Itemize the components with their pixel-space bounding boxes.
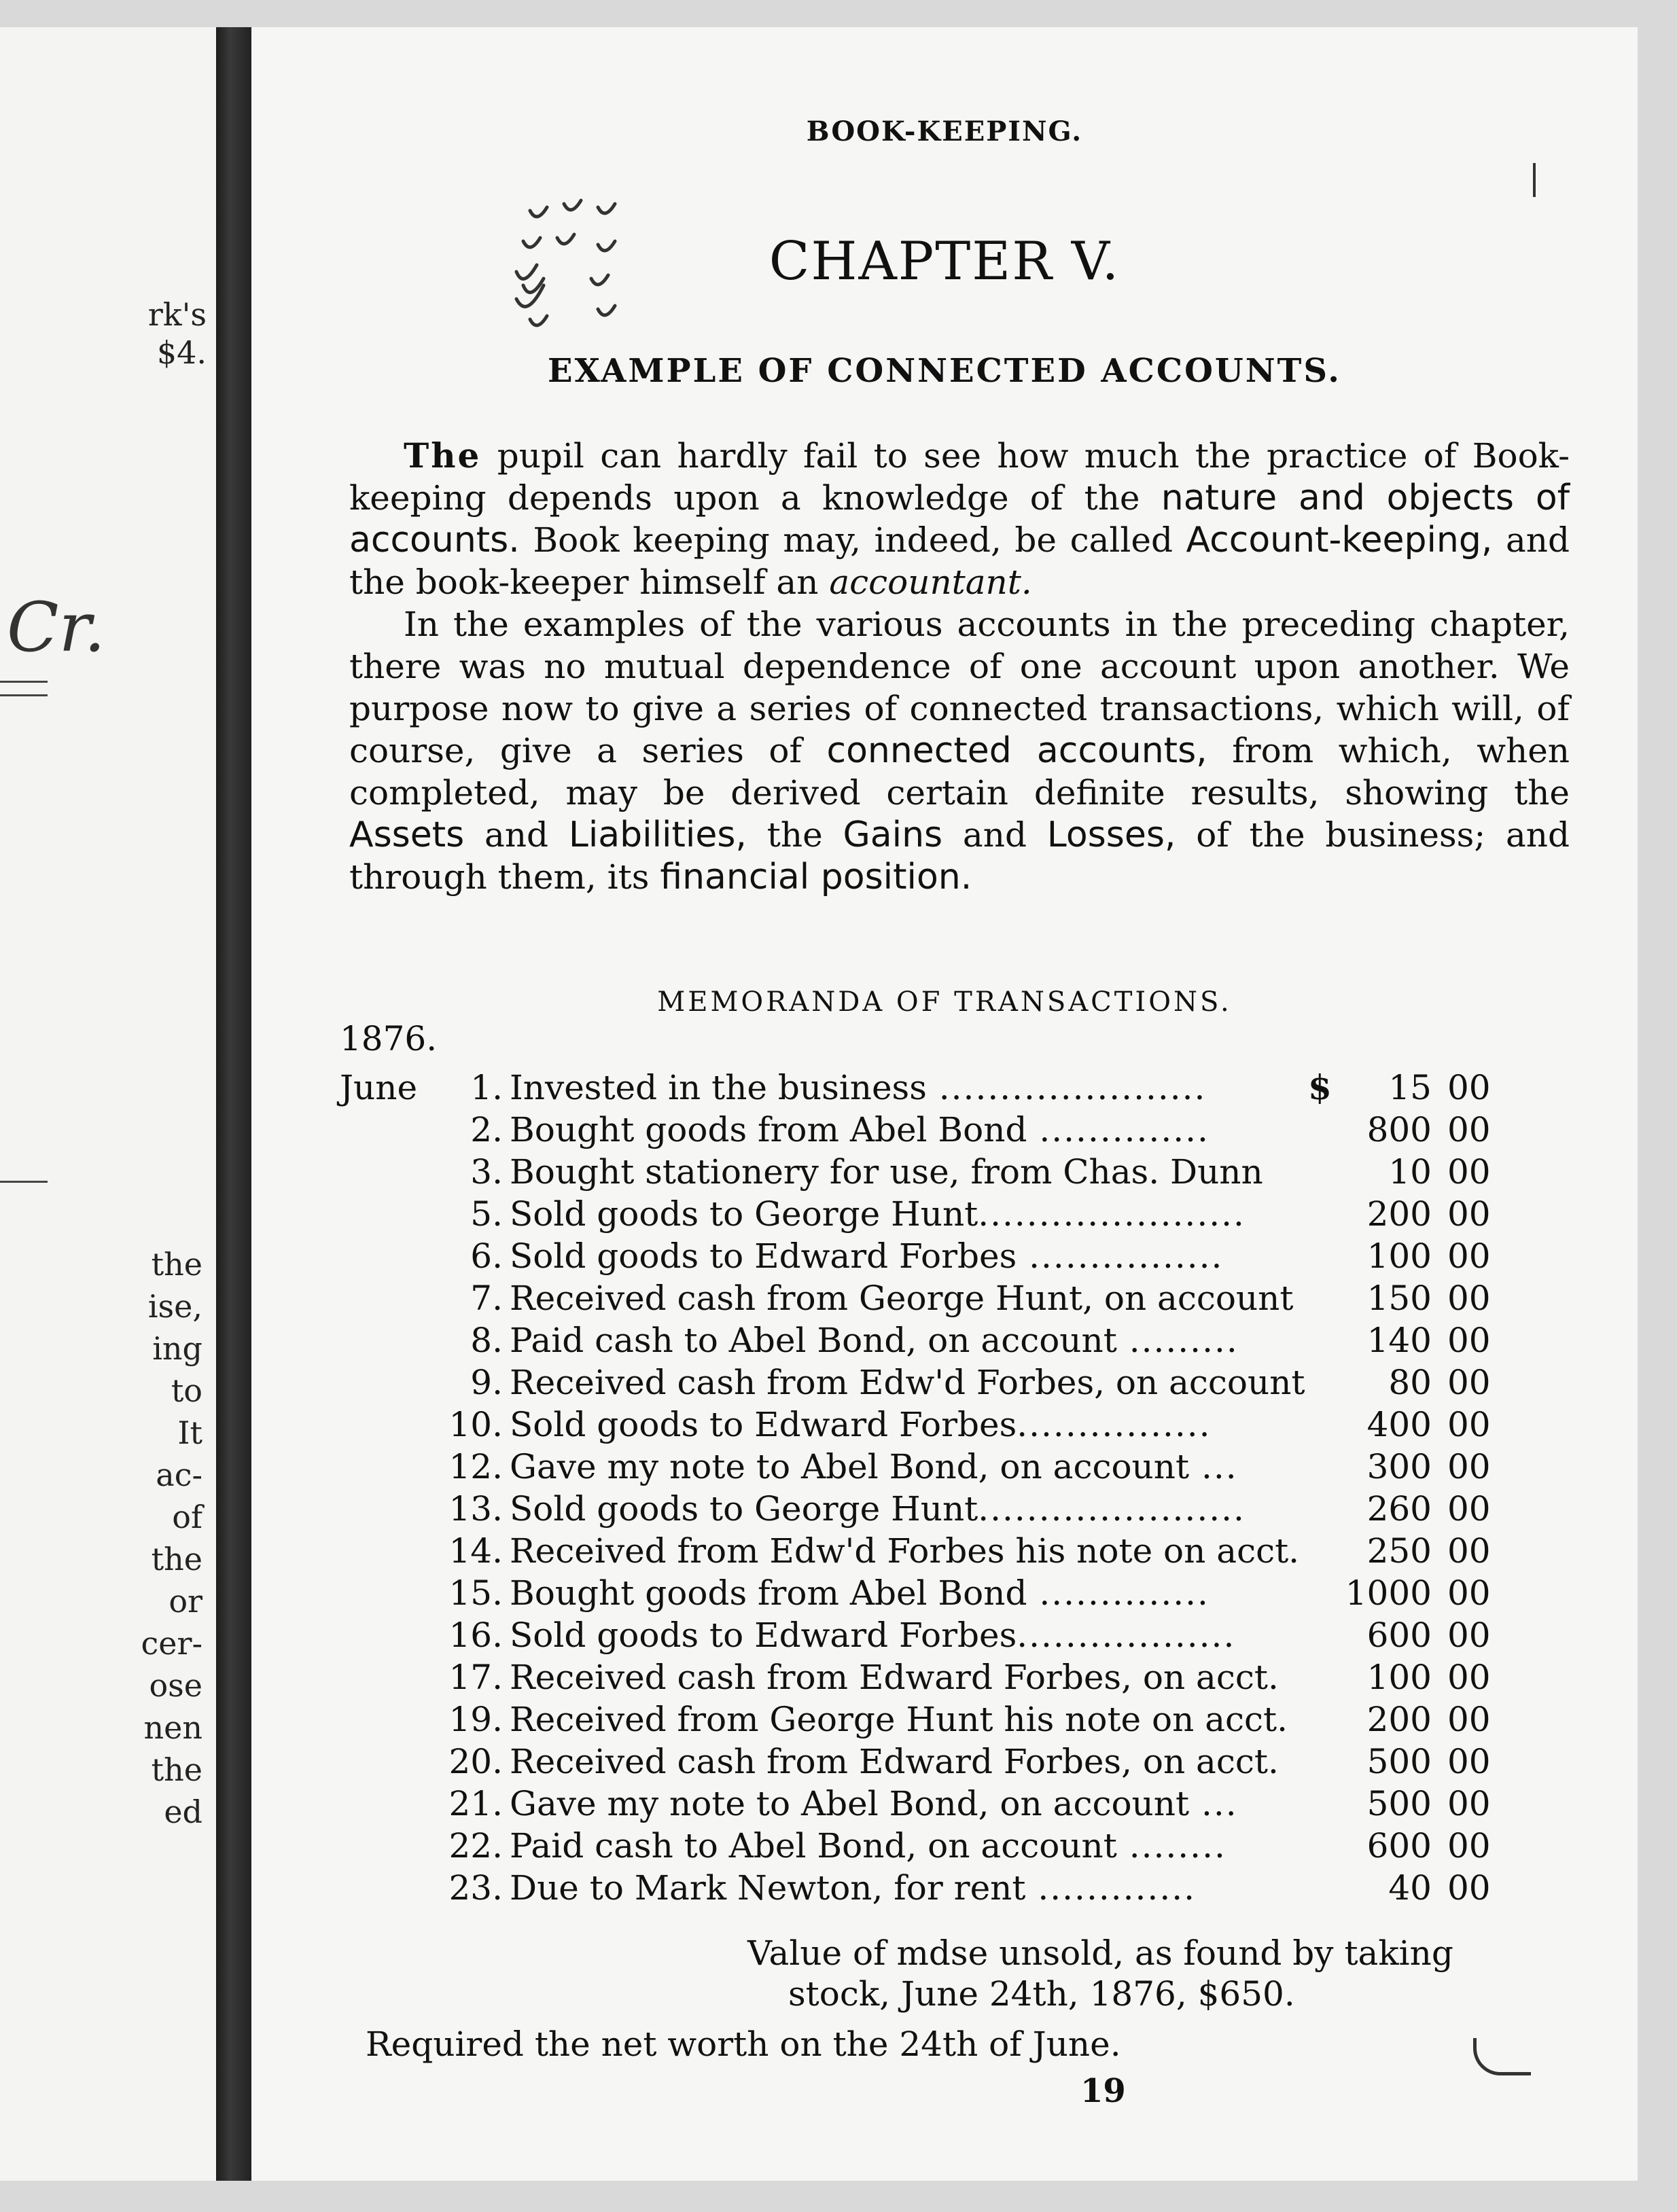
transaction-cents: 00 [1447, 1405, 1491, 1444]
transaction-dollars: 600 [1366, 1616, 1432, 1655]
transaction-cents: 00 [1447, 1826, 1491, 1866]
book-spine [216, 27, 251, 2181]
memoranda-heading: MEMORANDA OF TRANSACTIONS. [657, 986, 1232, 1018]
transaction-description-text: Due to Mark Newton, for rent [510, 1868, 1026, 1908]
leader-dots: ...................... [978, 1489, 1246, 1529]
left-text-fragments [141, 1243, 202, 1833]
transaction-description [510, 1109, 1318, 1151]
transaction-day: 1. [470, 1068, 503, 1107]
transaction-dollars: 40 [1388, 1868, 1432, 1908]
transaction-description-text: Sold goods to George Hunt [510, 1489, 978, 1529]
transaction-cents: 00 [1447, 1700, 1491, 1739]
transaction-description [510, 1361, 1318, 1404]
running-head: BOOK-KEEPING. [806, 115, 1083, 147]
transaction-dollars: 250 [1366, 1531, 1432, 1571]
leader-dots: .................. [1017, 1616, 1236, 1655]
transaction-row [340, 1319, 1677, 1361]
leader-dots: ........ [1116, 1826, 1226, 1866]
transaction-dollars: 100 [1366, 1236, 1432, 1276]
left-divider [0, 1181, 48, 1183]
paragraph-2: In the examples of the various accounts in the preceding chapter, there was no mutual dependence of one account upon another. We purpose now to give a series of connected transactions, which will, of course, give a series of connected accounts, from which, when completed, may be derived certain definite results, showing the Assets and Liabilities, the Gains and Losses, of the business; and through them, its financial position. [349, 605, 1570, 897]
transaction-day: 7. [470, 1279, 503, 1318]
transaction-description-text: Gave my note to Abel Bond, on account [510, 1784, 1190, 1823]
transaction-row [340, 1446, 1677, 1488]
transaction-row [340, 1235, 1677, 1277]
transaction-cents: 00 [1447, 1236, 1491, 1276]
left-fragment-line: ise, [147, 1288, 202, 1325]
transaction-cents: 00 [1447, 1152, 1491, 1192]
transaction-day: 15. [448, 1573, 503, 1613]
transaction-description [510, 1446, 1318, 1488]
transaction-dollars: 300 [1366, 1447, 1432, 1486]
transaction-row [340, 1656, 1677, 1698]
left-fragment-line: the [151, 1246, 202, 1283]
left-fragment-line: ed [164, 1794, 202, 1830]
transaction-description [510, 1572, 1318, 1614]
transaction-row [340, 1614, 1677, 1656]
left-fragment-line: the [151, 1751, 202, 1788]
transaction-day: 12. [448, 1447, 503, 1486]
transaction-description [510, 1741, 1318, 1783]
left-fragment-line: the [151, 1541, 202, 1577]
transaction-row [340, 1530, 1677, 1572]
transaction-day: 20. [448, 1742, 503, 1781]
transaction-dollars: 800 [1366, 1110, 1432, 1149]
transaction-description-text: Received from George Hunt his note on acct. [510, 1700, 1288, 1739]
transaction-cents: 00 [1447, 1616, 1491, 1655]
stock-note-line-2: stock, June 24th, 1876, $650. [788, 1974, 1295, 2014]
leader-dots: ................ [1017, 1405, 1212, 1444]
chapter-title: CHAPTER V. [769, 231, 1120, 292]
transaction-row [340, 1867, 1677, 1909]
transaction-dollars: 80 [1388, 1363, 1432, 1402]
left-divider [0, 694, 48, 696]
transaction-dollars: 100 [1366, 1658, 1432, 1697]
transaction-description [510, 1404, 1318, 1446]
transaction-day: 22. [448, 1826, 503, 1866]
transaction-row [340, 1404, 1677, 1446]
transaction-description-text: Received cash from George Hunt, on account [510, 1279, 1294, 1318]
left-fragment-line: to [171, 1372, 202, 1409]
leader-dots: ............. [1025, 1868, 1196, 1908]
transaction-day: 5. [470, 1194, 503, 1234]
transaction-dollars: 10 [1388, 1152, 1432, 1192]
transaction-cents: 00 [1447, 1110, 1491, 1149]
transaction-cents: 00 [1447, 1658, 1491, 1697]
transaction-dollars: 500 [1366, 1784, 1432, 1823]
transaction-row [340, 1277, 1677, 1319]
transaction-dollars: 15 [1388, 1068, 1432, 1107]
left-fragment-line: ing [152, 1330, 202, 1367]
transaction-row [340, 1193, 1677, 1235]
left-fragment-line: ac- [156, 1457, 202, 1493]
memoranda-year: 1876. [340, 1019, 438, 1058]
transaction-dollars: 600 [1366, 1826, 1432, 1866]
transaction-dollars: 260 [1366, 1489, 1432, 1529]
transaction-description [510, 1151, 1318, 1193]
transaction-description-text: Sold goods to Edward Forbes [510, 1405, 1017, 1444]
transaction-cents: 00 [1447, 1489, 1491, 1529]
transaction-description [510, 1614, 1318, 1656]
transaction-description [510, 1067, 1318, 1109]
transaction-day: 2. [470, 1110, 503, 1149]
left-divider [0, 681, 48, 683]
transaction-day: 3. [470, 1152, 503, 1192]
transaction-cents: 00 [1447, 1742, 1491, 1781]
transaction-description-text: Bought stationery for use, from Chas. Dunn [510, 1152, 1263, 1192]
transaction-row [340, 1067, 1677, 1109]
transaction-day: 13. [448, 1489, 503, 1529]
transaction-description-text: Bought goods from Abel Bond [510, 1573, 1027, 1613]
transaction-row [340, 1698, 1677, 1741]
transaction-day: 6. [470, 1236, 503, 1276]
leader-dots: ...................... [926, 1068, 1207, 1107]
transaction-day: 17. [448, 1658, 503, 1697]
transaction-cents: 00 [1447, 1531, 1491, 1571]
transaction-cents: 00 [1447, 1784, 1491, 1823]
previous-page-fragment [0, 27, 217, 2181]
transaction-row [340, 1488, 1677, 1530]
transaction-description [510, 1656, 1318, 1698]
transaction-description [510, 1530, 1318, 1572]
margin-mark [1533, 163, 1536, 197]
transactions-list [340, 1067, 1677, 1909]
transaction-row [340, 1783, 1677, 1825]
body-text [349, 435, 1570, 898]
left-fragment-line: rk's [147, 296, 207, 333]
chapter-subtitle: EXAMPLE OF CONNECTED ACCOUNTS. [547, 352, 1341, 390]
transaction-cents: 00 [1447, 1194, 1491, 1234]
transaction-description-text: Paid cash to Abel Bond, on account [510, 1321, 1117, 1360]
left-fragment-line: or [169, 1583, 202, 1620]
transaction-description-text: Sold goods to George Hunt [510, 1194, 978, 1234]
transaction-row [340, 1109, 1677, 1151]
transaction-dollars: 150 [1366, 1279, 1432, 1318]
transaction-description-text: Paid cash to Abel Bond, on account [510, 1826, 1117, 1866]
transaction-day: 19. [448, 1700, 503, 1739]
transaction-description-text: Invested in the business [510, 1068, 927, 1107]
leader-dots: ... [1189, 1447, 1238, 1486]
transaction-description [510, 1783, 1318, 1825]
transaction-description [510, 1277, 1318, 1319]
stock-note-line-1: Value of mdse unsold, as found by taking [747, 1933, 1453, 1973]
left-fragment-line: of [172, 1499, 202, 1535]
transaction-description-text: Received cash from Edward Forbes, on acct. [510, 1658, 1279, 1697]
transaction-row [340, 1151, 1677, 1193]
page-number: 19 [1080, 2072, 1126, 2110]
transaction-dollars: 1000 [1345, 1573, 1432, 1613]
transaction-cents: 00 [1447, 1868, 1491, 1908]
transaction-description-text: Sold goods to Edward Forbes [510, 1616, 1017, 1655]
transaction-dollars: 400 [1366, 1405, 1432, 1444]
required-question: Required the net worth on the 24th of June. [366, 2024, 1121, 2064]
transaction-description-text: Received cash from Edward Forbes, on acct. [510, 1742, 1279, 1781]
leader-dots: ...................... [978, 1194, 1246, 1234]
left-fragment-line: cer- [141, 1625, 202, 1662]
transaction-dollars: 200 [1366, 1194, 1432, 1234]
transaction-dollars: 140 [1366, 1321, 1432, 1360]
transaction-row [340, 1572, 1677, 1614]
transaction-description [510, 1698, 1318, 1741]
transaction-description [510, 1825, 1318, 1867]
transaction-description-text: Received from Edw'd Forbes his note on acct. [510, 1531, 1300, 1571]
transaction-day: 23. [448, 1868, 503, 1908]
transaction-row [340, 1825, 1677, 1867]
transaction-description [510, 1193, 1318, 1235]
transaction-day: 8. [470, 1321, 503, 1360]
leader-dots: .............. [1027, 1110, 1210, 1149]
transaction-description [510, 1488, 1318, 1530]
transaction-dollars: 500 [1366, 1742, 1432, 1781]
leader-dots: ................ [1017, 1236, 1224, 1276]
paragraph-1: The pupil can hardly fail to see how much the practice of Book-keeping depends upon a knowledge of the nature and objects of accounts. Book keeping may, indeed, be called Account-keeping, and the book-keeper himself an accountant. [349, 435, 1570, 602]
left-fragment-line: $4. [156, 334, 207, 371]
transaction-cents: 00 [1447, 1321, 1491, 1360]
transaction-dollars: 200 [1366, 1700, 1432, 1739]
transaction-cents: 00 [1447, 1068, 1491, 1107]
leader-dots: ......... [1116, 1321, 1239, 1360]
transaction-day: 14. [448, 1531, 503, 1571]
transaction-description-text: Sold goods to Edward Forbes [510, 1236, 1017, 1276]
leader-dots: ... [1189, 1784, 1238, 1823]
book-page [251, 27, 1638, 2181]
transaction-cents: 00 [1447, 1447, 1491, 1486]
left-cr-heading: Cr. [7, 588, 106, 667]
transaction-description [510, 1319, 1318, 1361]
transaction-cents: 00 [1447, 1573, 1491, 1613]
transaction-cents: 00 [1447, 1363, 1491, 1402]
left-fragment-line: It [177, 1414, 202, 1451]
transaction-cents: 00 [1447, 1279, 1491, 1318]
transaction-description-text: Gave my note to Abel Bond, on account [510, 1447, 1190, 1486]
transaction-row [340, 1361, 1677, 1404]
transaction-day: 9. [470, 1363, 503, 1402]
transaction-description-text: Bought goods from Abel Bond [510, 1110, 1027, 1149]
transaction-month: June [340, 1068, 418, 1107]
leader-dots: .............. [1027, 1573, 1210, 1613]
transaction-description [510, 1867, 1318, 1909]
transaction-day: 16. [448, 1616, 503, 1655]
left-fragment-line: nen [143, 1709, 202, 1746]
left-fragment-line: ose [149, 1667, 202, 1704]
transaction-day: 21. [448, 1784, 503, 1823]
transaction-row [340, 1741, 1677, 1783]
transaction-currency: $ [1308, 1067, 1332, 1107]
transaction-description-text: Received cash from Edw'd Forbes, on account [510, 1363, 1305, 1402]
transaction-description [510, 1235, 1318, 1277]
transaction-day: 10. [448, 1405, 503, 1444]
